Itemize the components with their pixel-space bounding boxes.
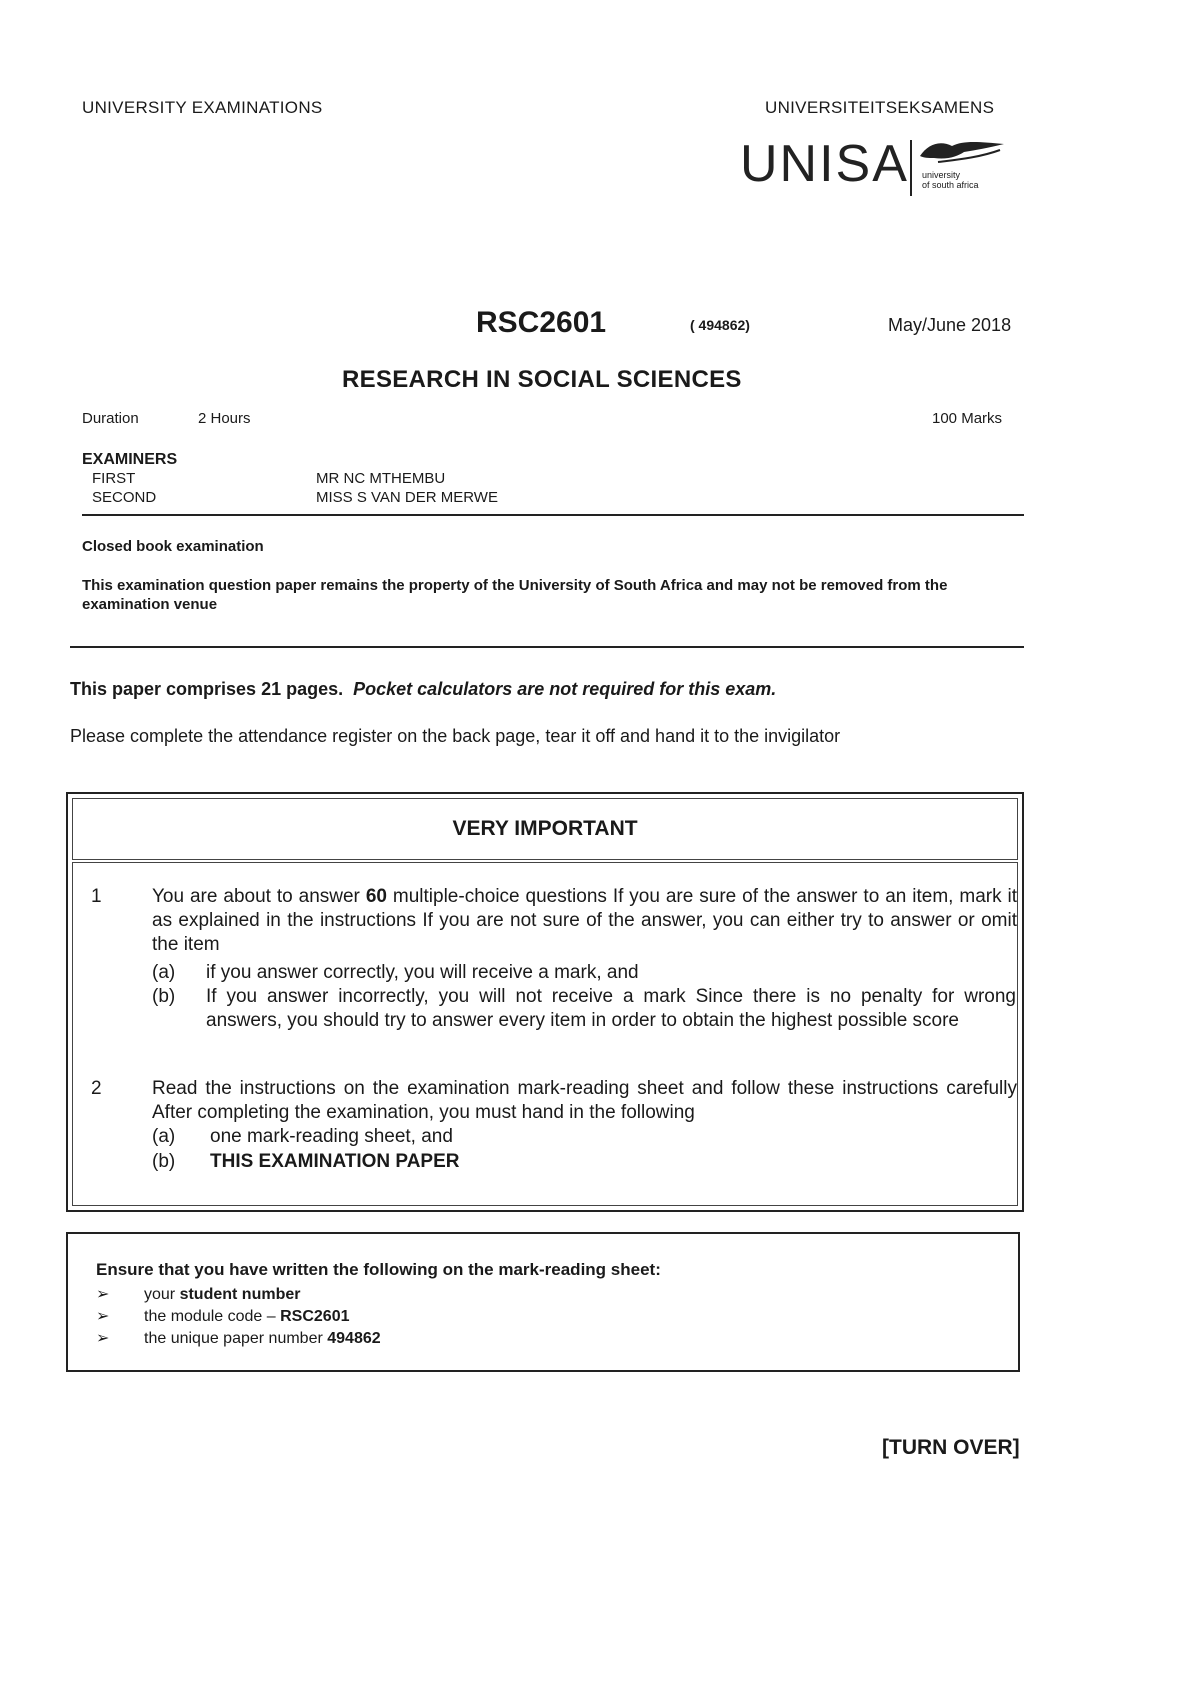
bird-icon xyxy=(918,136,1008,170)
header-right: UNIVERSITEITSEKSAMENS xyxy=(765,98,995,117)
ensure-item-2-bold: RSC2601 xyxy=(280,1308,350,1325)
item-2b-text: THIS EXAMINATION PAPER xyxy=(210,1151,460,1172)
ensure-item-3-bold: 494862 xyxy=(327,1330,381,1347)
turn-over: [TURN OVER] xyxy=(882,1436,1020,1459)
important-heading-cell xyxy=(72,798,1018,860)
ensure-item-3-text: the unique paper number xyxy=(144,1330,323,1347)
duration-label: Duration xyxy=(82,410,139,427)
item-2a-label: (a) xyxy=(152,1126,176,1147)
property-note: This examination question paper remains the property of the University of South Africa and may not be removed from the examination venue xyxy=(82,577,948,613)
item-2-number: 2 xyxy=(91,1078,102,1099)
first-examiner-name: MR NC MTHEMBU xyxy=(316,470,446,487)
logo-divider xyxy=(910,140,912,196)
important-body xyxy=(72,862,1018,1206)
module-code: RSC2601 xyxy=(476,306,607,339)
item-2b-label: (b) xyxy=(152,1151,176,1172)
exam-date: May/June 2018 xyxy=(888,315,1012,335)
total-marks: 100 Marks xyxy=(932,410,1003,427)
item-1b-text: If you answer incorrectly, you will not receive a mark Since there is no penalty for wrong answers, you should try to answer every item in order to obtain the highest possible score xyxy=(206,986,1016,1031)
logo-text: UNISA xyxy=(740,135,909,193)
ensure-item-1-bold: student number xyxy=(179,1286,301,1303)
examiners-heading: EXAMINERS xyxy=(82,451,178,468)
item-1-text-a: You are about to answer xyxy=(152,886,360,907)
duration-value: 2 Hours xyxy=(198,410,251,427)
item-1a-label: (a) xyxy=(152,962,176,983)
item-1-number: 1 xyxy=(91,886,102,907)
header-left: UNIVERSITY EXAMINATIONS xyxy=(82,98,323,117)
divider-1 xyxy=(82,514,1024,516)
ensure-item-2-text: the module code – xyxy=(144,1308,276,1325)
item-1b-label: (b) xyxy=(152,986,176,1007)
first-examiner-label: FIRST xyxy=(92,470,136,487)
arrow-icon: ➢ xyxy=(96,1286,110,1303)
item-1-text xyxy=(152,885,1017,957)
second-examiner-label: SECOND xyxy=(92,489,157,506)
unisa-logo xyxy=(740,132,1010,202)
exam-title: RESEARCH IN SOCIAL SCIENCES xyxy=(342,366,742,393)
pages-info xyxy=(70,679,776,700)
item-1a-text: if you answer correctly, you will receive a mark, and xyxy=(206,962,639,983)
item-1-count: 60 xyxy=(365,886,387,907)
ensure-item-1-text: your xyxy=(144,1286,176,1303)
arrow-icon: ➢ xyxy=(96,1330,110,1347)
pages-count: This paper comprises 21 pages. xyxy=(70,679,344,699)
ensure-list xyxy=(96,1284,381,1350)
ensure-heading: Ensure that you have written the following on the mark-reading sheet: xyxy=(96,1260,661,1279)
arrow-icon: ➢ xyxy=(96,1308,110,1325)
second-examiner-name: MISS S VAN DER MERWE xyxy=(316,489,498,506)
paper-number: ( 494862) xyxy=(690,317,750,333)
logo-sub1: university xyxy=(922,170,961,180)
divider-2 xyxy=(70,646,1024,648)
attendance-note: Please complete the attendance register on the back page, tear it off and hand it to the invigilator xyxy=(70,726,841,746)
ensure-item-paper-number xyxy=(96,1328,381,1350)
important-box xyxy=(66,792,1024,1212)
ensure-item-student-number xyxy=(96,1284,381,1306)
item-2a-text: one mark-reading sheet, and xyxy=(210,1126,453,1147)
ensure-item-module-code xyxy=(96,1306,381,1328)
logo-sub2: of south africa xyxy=(922,180,979,190)
item-2-text: Read the instructions on the examination mark-reading sheet and follow these instructions carefully After completing the examination, you must hand in the following xyxy=(152,1078,1017,1123)
important-heading: VERY IMPORTANT xyxy=(452,817,638,840)
calculator-note: Pocket calculators are not required for this exam. xyxy=(353,679,777,699)
closed-book-note: Closed book examination xyxy=(82,538,264,555)
item-1-text-b: multiple-choice questions If you are sure of the answer to an item, mark it as explained in the instructions If you are not sure of the answer, you can either try to answer or omit the item xyxy=(152,886,1018,955)
ensure-box xyxy=(66,1232,1020,1372)
